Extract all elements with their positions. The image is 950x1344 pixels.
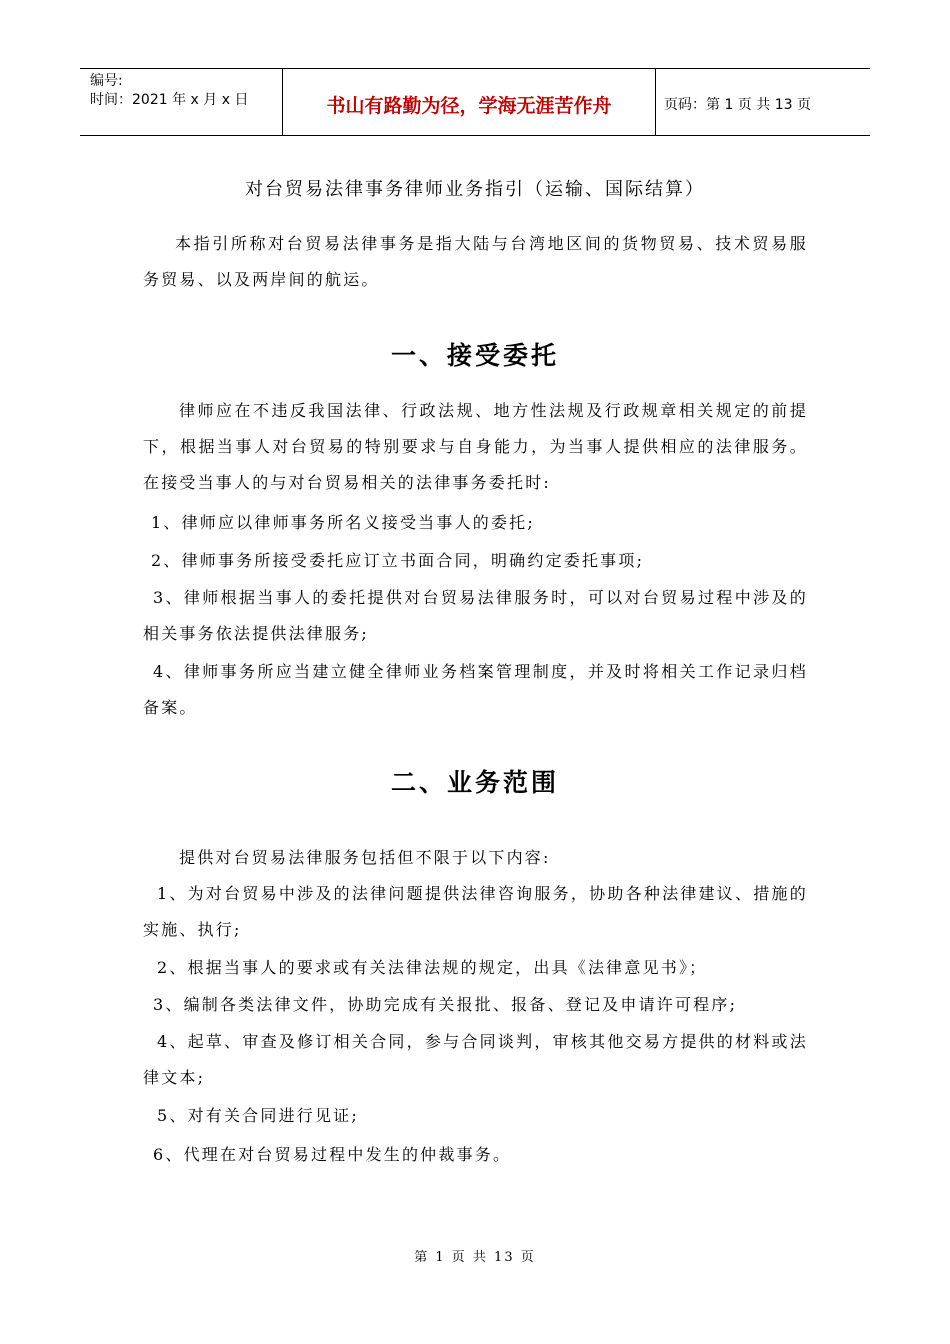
section-2-item: 5、对有关合同进行见证;	[157, 1106, 359, 1125]
section-1-item: 1、律师应以律师事务所名义接受当事人的委托;	[151, 513, 535, 532]
document-title: 对台贸易法律事务律师业务指引（运输、国际结算）	[245, 179, 705, 200]
section-2-paragraph: 提供对台贸易法律服务包括但不限于以下内容:	[179, 848, 551, 867]
section-1-item: 2、律师事务所接受委托应订立书面合同，明确约定委托事项;	[151, 551, 645, 570]
section-2-item: 6、代理在对台贸易过程中发生的仲裁事务。	[153, 1145, 512, 1164]
page-header	[80, 68, 870, 136]
section-2-item: 1、为对台贸易中涉及的法律问题提供法律咨询服务，协助各种法律建议、措施的实施、执行;	[143, 884, 808, 939]
document-date: 时间：2021 年 x 月 x 日	[90, 92, 249, 108]
document-number-label: 编号:	[90, 73, 123, 89]
section-2-item: 3、编制各类法律文件，协助完成有关报批、报备、登记及申请许可程序;	[153, 995, 738, 1014]
section-2-heading: 二、业务范围	[390, 768, 559, 797]
section-1-item: 4、律师事务所应当建立健全律师业务档案管理制度，并及时将相关工作记录归档备案。	[143, 662, 808, 717]
section-2-item: 4、起草、审查及修订相关合同，参与合同谈判，审核其他交易方提供的材料或法律文本;	[143, 1032, 808, 1087]
section-2-item: 2、根据当事人的要求或有关法律法规的规定，出具《法律意见书》；	[157, 958, 708, 977]
page-footer: 第 1 页 共 13 页	[414, 1250, 536, 1265]
intro-paragraph: 本指引所称对台贸易法律事务是指大陆与台湾地区间的货物贸易、技术贸易服务贸易、以及两岸间的航运。	[143, 234, 808, 289]
section-1-heading: 一、接受委托	[390, 341, 559, 370]
header-slogan: 书山有路勤为径，学海无涯苦作舟	[282, 69, 656, 135]
header-meta	[80, 69, 282, 135]
section-1-item: 3、律师根据当事人的委托提供对台贸易法律服务时，可以对台贸易过程中涉及的相关事务依法提供法律服务;	[143, 588, 808, 643]
header-page-info: 页码：第 1 页 共 13 页	[664, 97, 811, 113]
section-1-paragraph: 律师应在不违反我国法律、行政法规、地方性法规及行政规章相关规定的前提下，根据当事人对台贸易的特别要求与自身能力，为当事人提供相应的法律服务。在接受当事人的与对台贸易相关的法律事务委托时:	[143, 401, 808, 492]
